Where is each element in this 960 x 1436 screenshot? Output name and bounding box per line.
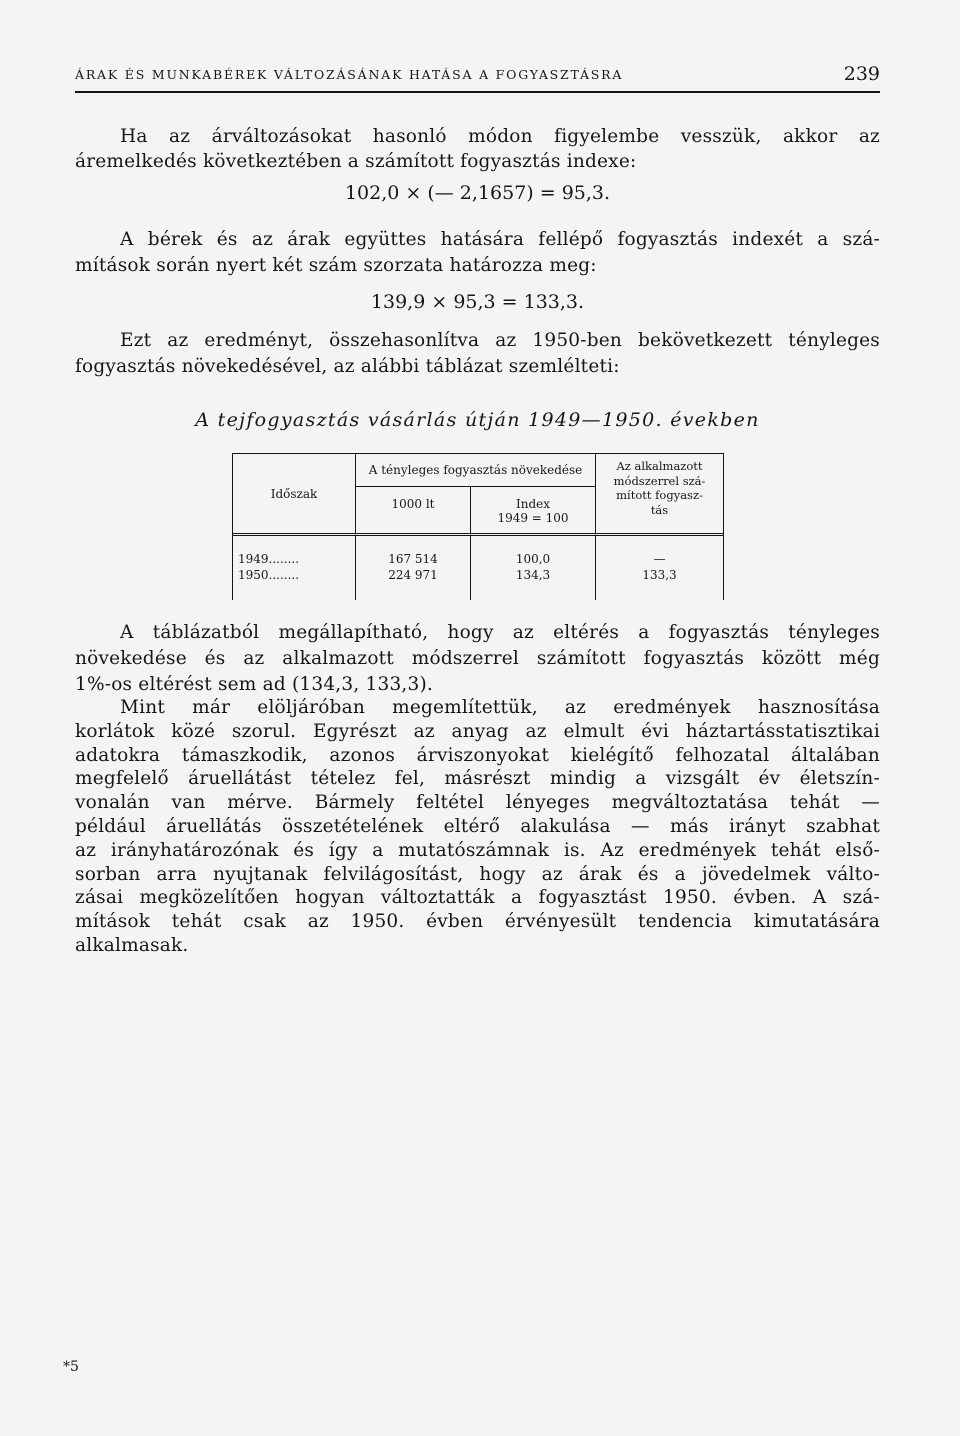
paragraph-line: mítások tehát csak az 1950. évben érvényesült tendencia kimutatására xyxy=(75,911,880,933)
header-method xyxy=(596,454,723,536)
spacer-cell xyxy=(471,583,596,600)
header-method-line: Az alkalmazott xyxy=(616,459,703,473)
paragraph-4 xyxy=(75,620,880,698)
paragraph-line: korlátok közé szorul. Egyrészt az anyag az elmult évi háztartásstatisztikai xyxy=(75,720,880,742)
paragraph-line: növekedése és az alkalmazott módszerrel számított fogyasztás között még xyxy=(75,648,880,669)
paragraph-line: A táblázatból megállapítható, hogy az eltérés a fogyasztás tényleges xyxy=(120,622,880,643)
paragraph-1 xyxy=(75,124,880,174)
cell-index: 134,3 xyxy=(471,567,596,583)
paragraph-line: áremelkedés következtében a számított fogyasztás indexe: xyxy=(75,151,637,172)
table-title: A tejfogyasztás vásárlás útján 1949—1950. években xyxy=(195,409,760,431)
paragraph-line: vonalán van mérve. Bármely feltétel lényeges megváltoztatása tehát — xyxy=(75,792,880,814)
paragraph-line: Ezt az eredményt, összehasonlítva az 1950-ben bekövetkezett tényleges xyxy=(120,330,880,351)
table-row xyxy=(233,536,723,567)
formula-combined-effect: 139,9 × 95,3 = 133,3. xyxy=(370,291,585,313)
table-row xyxy=(233,567,723,583)
paragraph-2 xyxy=(75,227,880,279)
paragraph-line: alkalmasak. xyxy=(75,934,189,956)
spacer-cell xyxy=(596,583,723,600)
page-number: 239 xyxy=(843,63,880,85)
paragraph-line: 1%-os eltérést sem ad (134,3, 133,3). xyxy=(75,674,433,695)
cell-index: 100,0 xyxy=(471,536,596,567)
header-index-label: Index xyxy=(515,497,551,511)
paragraph-line: zásai megközelítően hogyan változtatták a fogyasztást 1950. évben. A szá- xyxy=(75,887,880,909)
header-rule xyxy=(75,91,880,93)
paragraph-line: A bérek és az árak együttes hatására fellépő fogyasztás indexét a szá- xyxy=(120,229,880,250)
paragraph-3 xyxy=(75,328,880,380)
cell-thousand-liters: 167 514 xyxy=(356,536,471,567)
paragraph-line: adatokra támaszkodik, azonos árviszonyokat kielégítő felhozatal általában xyxy=(75,744,880,766)
paragraph-line: Mint már elöljáróban megemlítettük, az eredmények hasznosítása xyxy=(120,697,880,718)
cell-thousand-liters: 224 971 xyxy=(356,567,471,583)
paragraph-line: mítások során nyert két szám szorzata határozza meg: xyxy=(75,255,597,276)
paragraph-line: sorban arra nyujtanak felvilágosítást, hogy az árak és a jövedelmek válto- xyxy=(75,863,880,885)
header-thousand-liters: 1000 lt xyxy=(356,487,471,536)
cell-period: 1950........ xyxy=(233,567,356,583)
paragraph-line: Ha az árváltozásokat hasonló módon figyelembe vesszük, akkor az xyxy=(120,126,880,147)
header-index-base: 1949 = 100 xyxy=(497,511,569,525)
header-method-line: mított fogyasz- xyxy=(616,488,703,502)
table-header-row xyxy=(233,454,723,487)
cell-method: — xyxy=(653,552,666,566)
formula-price-effect: 102,0 × (— 2,1657) = 95,3. xyxy=(344,182,611,204)
header-actual-growth: A tényleges fogyasztás növekedése xyxy=(356,454,596,487)
paragraph-line: megfelelő áruellátást tételez fel, másrészt mindig a vizsgált év életszín- xyxy=(75,768,880,790)
header-period: Időszak xyxy=(233,454,356,536)
cell-period: 1949........ xyxy=(233,536,356,567)
cell-method: 133,3 xyxy=(642,568,677,582)
header-method-line: módszerrel szá- xyxy=(613,473,706,488)
paragraph-line: fogyasztás növekedésével, az alábbi táblázat szemlélteti: xyxy=(75,356,620,377)
paragraph-line: például áruellátás összetételének eltérő alakulása — más irányt szabhat xyxy=(75,815,880,837)
running-header-title: ÁRAK ÉS MUNKABÉREK VÁLTOZÁSÁNAK HATÁSA A FOGYASZTÁSRA xyxy=(75,67,624,82)
header-method-line: tás xyxy=(650,502,669,517)
spacer-cell xyxy=(233,583,356,600)
signature-mark: *5 xyxy=(63,1359,79,1375)
spacer-cell xyxy=(356,583,471,600)
paragraph-5 xyxy=(75,696,880,958)
milk-consumption-table xyxy=(232,453,724,600)
header-index xyxy=(471,487,596,536)
paragraph-line: az irányhatározónak és így a mutatószámnak is. Az eredmények tehát első- xyxy=(75,839,880,861)
table-spacer-row xyxy=(233,583,723,600)
